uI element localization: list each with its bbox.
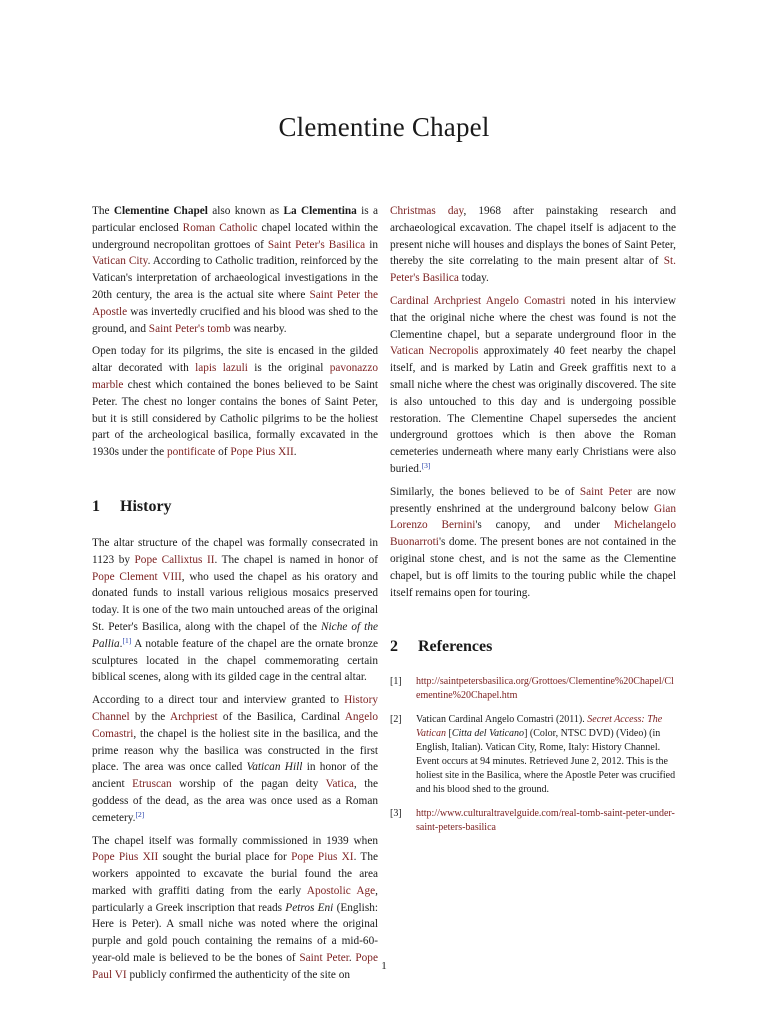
section-heading-references: [390, 637, 676, 657]
reference-url-link[interactable]: http://saintpetersbasilica.org/Grottoes/Clementine%20Chapel/Clementine%20Chapel.htm: [416, 676, 674, 702]
section-number: 2: [390, 638, 398, 656]
text: The chapel itself was formally commissioned in 1939 when: [92, 834, 378, 847]
link-angelo-comastri[interactable]: Angelo Comastri: [92, 710, 378, 740]
section-title: History: [120, 497, 172, 515]
text: Similarly, the bones believed to be of: [390, 485, 580, 498]
link-apostolic-age[interactable]: Apostolic Age: [306, 884, 376, 897]
text: of: [215, 446, 231, 459]
text: was invertedly crucified and his blood was shed to the ground, and: [92, 305, 378, 335]
link-christmas-day[interactable]: Christmas day: [390, 205, 464, 217]
italic-term: Petros Eni: [285, 901, 334, 914]
text: of the Basilica, Cardinal: [217, 710, 345, 723]
link-archpriest[interactable]: Archpriest: [169, 710, 218, 723]
right-column: [390, 203, 676, 845]
text: , the chapel is the holiest site in the basilica, and the prime reason why the basilica was constructed in the first place. The area was once called: [92, 727, 378, 774]
text: A notable feature of the chapel are the ornate bronze sculptures located in the chapel commemorating certain biblical scenes, along with its gilded cage in the central altar.: [92, 637, 378, 684]
italic-term: Vatican Hill: [246, 761, 303, 774]
link-pavonazzo-marble[interactable]: pavonazzo marble: [92, 362, 378, 391]
link-pope-callixtus-ii[interactable]: Pope Callixtus II: [134, 553, 215, 566]
text: , the goddess of the dead, as the area was once used as a Roman cemetery.: [92, 778, 379, 824]
text: publicly confirmed the authenticity of the site on: [126, 968, 350, 981]
section-heading-history: [92, 497, 378, 517]
reference-number: [2]: [390, 714, 402, 726]
link-st-peters-basilica[interactable]: St. Peter's Basilica: [390, 255, 676, 285]
text: in: [365, 238, 378, 251]
text: worship of the pagan deity: [171, 778, 326, 791]
link-saint-peter[interactable]: Saint Peter: [579, 485, 632, 498]
text: chest which contained the bones believed to be Saint Peter. The chest no longer contains the bones of Saint Peter, but it is still considered by Catholic pilgrims to be the holiest part of the archeological basilica, formally excavated in the 1930s under the: [92, 378, 378, 459]
intro-paragraph-2: [92, 343, 378, 461]
text: is the original: [247, 362, 330, 375]
link-vatica[interactable]: Vatica: [325, 778, 354, 791]
link-roman-catholic[interactable]: Roman Catholic: [182, 221, 258, 234]
citation-link[interactable]: [1]: [122, 635, 132, 645]
link-pope-clement-viii[interactable]: Pope Clement VIII: [92, 570, 182, 583]
text: by the: [129, 710, 170, 723]
link-saint-peters-tomb[interactable]: Saint Peter's tomb: [148, 322, 231, 335]
text: 's dome. The present bones are not contained in the original stone chest, and is not the same as the Clementine chapel, but is off limits to the touring public while the chapel itself remains open for touring.: [390, 536, 676, 599]
history-paragraph-5: [390, 484, 676, 602]
text: [: [446, 728, 452, 740]
section-number: 1: [92, 497, 100, 515]
text: .: [119, 637, 123, 650]
text: chapel located within the underground necropolitan grottoes of: [92, 221, 378, 251]
text: According to a direct tour and interview granted to: [92, 694, 345, 707]
italic-term: Citta del Vaticano: [451, 728, 525, 740]
link-cardinal-archpriest-angelo-comastri[interactable]: Cardinal Archpriest Angelo Comastri: [390, 294, 566, 307]
reference-number: [3]: [390, 808, 402, 820]
link-pontificate[interactable]: pontificate: [167, 446, 216, 459]
link-gian-lorenzo-bernini[interactable]: Gian Lorenzo Bernini: [390, 502, 676, 532]
history-paragraph-2: [92, 692, 378, 826]
citation-link[interactable]: [3]: [421, 460, 431, 470]
reference-list: [390, 675, 676, 835]
text: sought the burial place for: [158, 851, 292, 864]
text: , who used the chapel as his oratory and donated funds to install various religious mosaics preserved today. It is one of the two main untouched areas of the original St. Peter's Basilica, along with the chapel of the: [92, 570, 378, 633]
page-title: Clementine Chapel: [278, 112, 490, 142]
text: 's canopy, and under: [475, 519, 614, 532]
page-number: 1: [381, 960, 387, 972]
text: is a particular enclosed: [92, 205, 378, 234]
link-pope-pius-xii[interactable]: Pope Pius XII: [230, 446, 294, 459]
section-title: References: [418, 638, 493, 656]
text: . The chapel is named in honor of: [214, 553, 378, 566]
reference-title-link[interactable]: Secret Access: The Vatican: [416, 714, 663, 740]
text: . The workers appointed to excavate the burial found the area marked with graffiti dating from the early: [92, 851, 378, 897]
intro-paragraph-1: [92, 203, 378, 337]
history-paragraph-3-continued: [390, 203, 676, 287]
text: The: [92, 205, 114, 217]
reference-item: [390, 675, 676, 703]
text: today.: [458, 272, 489, 285]
link-history-channel[interactable]: History Channel: [92, 694, 378, 723]
reference-url-link[interactable]: http://www.culturaltravelguide.com/real-tomb-saint-peter-under-saint-peters-basilica: [416, 808, 675, 834]
reference-item: [390, 807, 676, 835]
link-pope-pius-xii[interactable]: Pope Pius XII: [92, 851, 159, 864]
link-saint-peters-basilica[interactable]: Saint Peter's Basilica: [267, 238, 366, 251]
reference-number: [1]: [390, 676, 402, 688]
text: (English: Here is Peter). A small niche was noted where the original purple and gold pouch containing the remains of a mid-60-year-old male is believed to be the bones of: [92, 901, 379, 965]
link-michelangelo-buonarroti[interactable]: Michelangelo Buonarroti: [390, 519, 676, 549]
text: are now presently enshrined at the underground balcony below: [390, 485, 676, 515]
text: in honor of the ancient: [92, 761, 378, 791]
text: was nearby.: [230, 322, 287, 335]
text: .: [348, 952, 356, 965]
text: . According to Catholic tradition, reinforced by the Vatican's interpretation of archaeological investigations in the 20th century, the area is the actual site where: [92, 255, 378, 301]
link-pope-pius-xi[interactable]: Pope Pius XI: [291, 851, 354, 864]
reference-item: [390, 713, 676, 797]
link-etruscan[interactable]: Etruscan: [132, 778, 172, 791]
italic-term: Niche of the Pallia: [92, 620, 378, 650]
text: , 1968 after painstaking research and archaeological excavation. The chapel itself is adjacent to the present niche will houses and displays the bones of Saint Peter, thereby the site correlating to the main present altar of: [390, 205, 677, 268]
history-paragraph-4: [390, 293, 676, 478]
text: , particularly a Greek inscription that reads: [92, 884, 378, 914]
history-paragraph-1: [92, 535, 378, 686]
link-pope-paul-vi[interactable]: Pope Paul VI: [92, 952, 378, 981]
link-saint-peter[interactable]: Saint Peter: [299, 952, 349, 965]
left-column: [92, 203, 378, 990]
text: The altar structure of the chapel was formally consecrated in 1123 by: [92, 536, 378, 566]
link-vatican-necropolis[interactable]: Vatican Necropolis: [390, 345, 479, 358]
bold-term: La Clementina: [283, 205, 357, 217]
text: .: [293, 446, 297, 459]
bold-term: Clementine Chapel: [113, 205, 208, 217]
text: Vatican Cardinal Angelo Comastri (2011).: [416, 714, 588, 726]
text: ] (Color, NTSC DVD) (Video) (in English, Italian). Vatican City, Rome, Italy: History Channel. Event occurs at 94 minutes. Retrieved June 2, 2012. This is the holiest site in the Basilica, where the Apostle Peter was crucified and his blood shed to the ground.: [416, 728, 676, 796]
text: noted in his interview that the original niche where the chest was found is not the Clementine chapel, but a separate underground floor in the: [390, 294, 676, 341]
text: Open today for its pilgrims, the site is encased in the gilded altar decorated with: [92, 345, 378, 375]
text: approximately 40 feet nearby the chapel itself, and is marked by Latin and Greek graffitis next to a small niche where the chest was originally discovered. The site is also untouched to this day and is undergoing possible restoration. The Clementine Chapel supersedes the ancient underground grottoes which is then above the Roman cemeteries underneath where many early Christians were also buried.: [390, 345, 676, 475]
link-saint-peter-the-apostle[interactable]: Saint Peter the Apostle: [92, 288, 378, 318]
link-lapis-lazuli[interactable]: lapis lazuli: [195, 362, 248, 375]
citation-link[interactable]: [2]: [135, 809, 145, 819]
text: also known as: [207, 205, 284, 217]
link-vatican-city[interactable]: Vatican City: [92, 255, 148, 268]
